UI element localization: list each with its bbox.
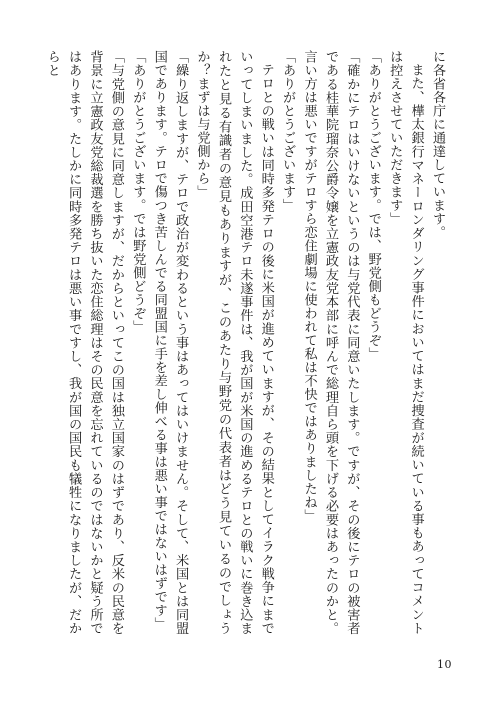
paragraph-2: また、樺太銀行マネーロンダリング事件においてはまだ捜査が続いている事もあってコメントは控えさせていただきます」: [387, 50, 424, 635]
paragraph-5: 「ありがとうございます」: [280, 50, 296, 212]
paragraph-3: 「ありがとうございます。では、野党側もどうぞ」: [365, 50, 381, 361]
paragraph-7: 「繰り返しますが、テロで政治が変わるという事はあってはいけません。そして、米国とは同盟国であります。テロで傷つき苦しんでる同盟国に手を差し伸べる事は悪い事ではないはずです」: [151, 50, 189, 635]
paragraph-9: 「与党側の意見に同意しますが、だからといってこの国は独立国家のはずであり、反米の民意を背景に立憲政友党総裁選を勝ち抜いた恋住総理はその民意を忘れているのではないかと疑う所ではあります。たしかに同時多発テロは悪い事ですし、我が国の国民も犠牲になりましたが、だからと: [44, 50, 124, 635]
paragraph-4: 「確かにテロはいけないというのは与党代表に同意いたします。ですが、その後にテロの被害者である桂華院瑠奈公爵令嬢を立憲政友党本部に呼んで総理自ら頭を下げる必要はあったのかと。言い方は悪いですがテロすら恋住劇場に使われて私は不快ではありましたね」: [301, 50, 360, 635]
page-number: 10: [437, 658, 452, 671]
vertical-text-body: [44, 50, 448, 635]
paragraph-1: に各省各庁に通達しています。: [430, 50, 445, 239]
paragraph-6: テロとの戦いは同時多発テロの後に米国が進めていますが、その結果としてイラク戦争にまでいってしまいました。成田空港テロ未遂事件は、我が国が米国の進めるテロとの戦いに巻き込まれたと見る有識者の意見もありますが、このあたり与野党の代表者はどう見ているのでしょうか？まずは与党側から」: [194, 50, 274, 635]
paragraph-8: 「ありがとうございます。では野党側どうぞ」: [130, 50, 146, 334]
